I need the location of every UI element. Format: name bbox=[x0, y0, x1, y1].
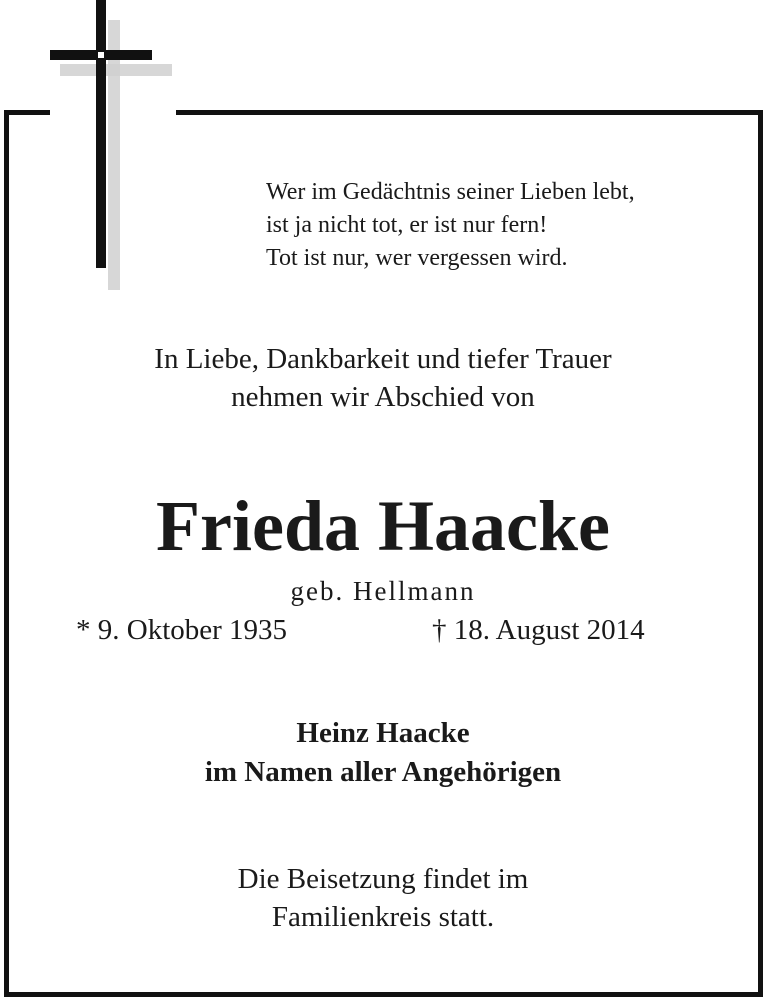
motto-line: ist ja nicht tot, er ist nur fern! bbox=[266, 212, 548, 238]
intro-line: nehmen wir Abschied von bbox=[231, 381, 535, 413]
burial-line: Die Beisetzung findet im bbox=[237, 863, 529, 895]
intro-line: In Liebe, Dankbarkeit und tiefer Trauer bbox=[154, 343, 612, 375]
signature-name: Heinz Haacke bbox=[296, 717, 470, 749]
birth-date: * 9. Oktober 1935 bbox=[76, 614, 288, 646]
burial-notice bbox=[0, 860, 766, 936]
frame-top-right-border bbox=[176, 110, 763, 115]
intro-text bbox=[0, 340, 766, 416]
deceased-name: Frieda Haacke bbox=[156, 486, 610, 566]
death-date: † 18. August 2014 bbox=[432, 614, 645, 646]
motto-line: Wer im Gedächtnis seiner Lieben lebt, bbox=[266, 179, 635, 205]
frame-bottom-border bbox=[4, 992, 763, 997]
birth-name: geb. Hellmann bbox=[290, 576, 476, 606]
signature-relation: im Namen aller Angehörigen bbox=[204, 756, 562, 788]
cross-icon bbox=[40, 0, 190, 300]
motto-verse bbox=[266, 176, 635, 275]
burial-line: Familienkreis statt. bbox=[271, 901, 495, 933]
motto-line: Tot ist nur, wer vergessen wird. bbox=[266, 245, 568, 271]
signature-block bbox=[0, 714, 766, 792]
